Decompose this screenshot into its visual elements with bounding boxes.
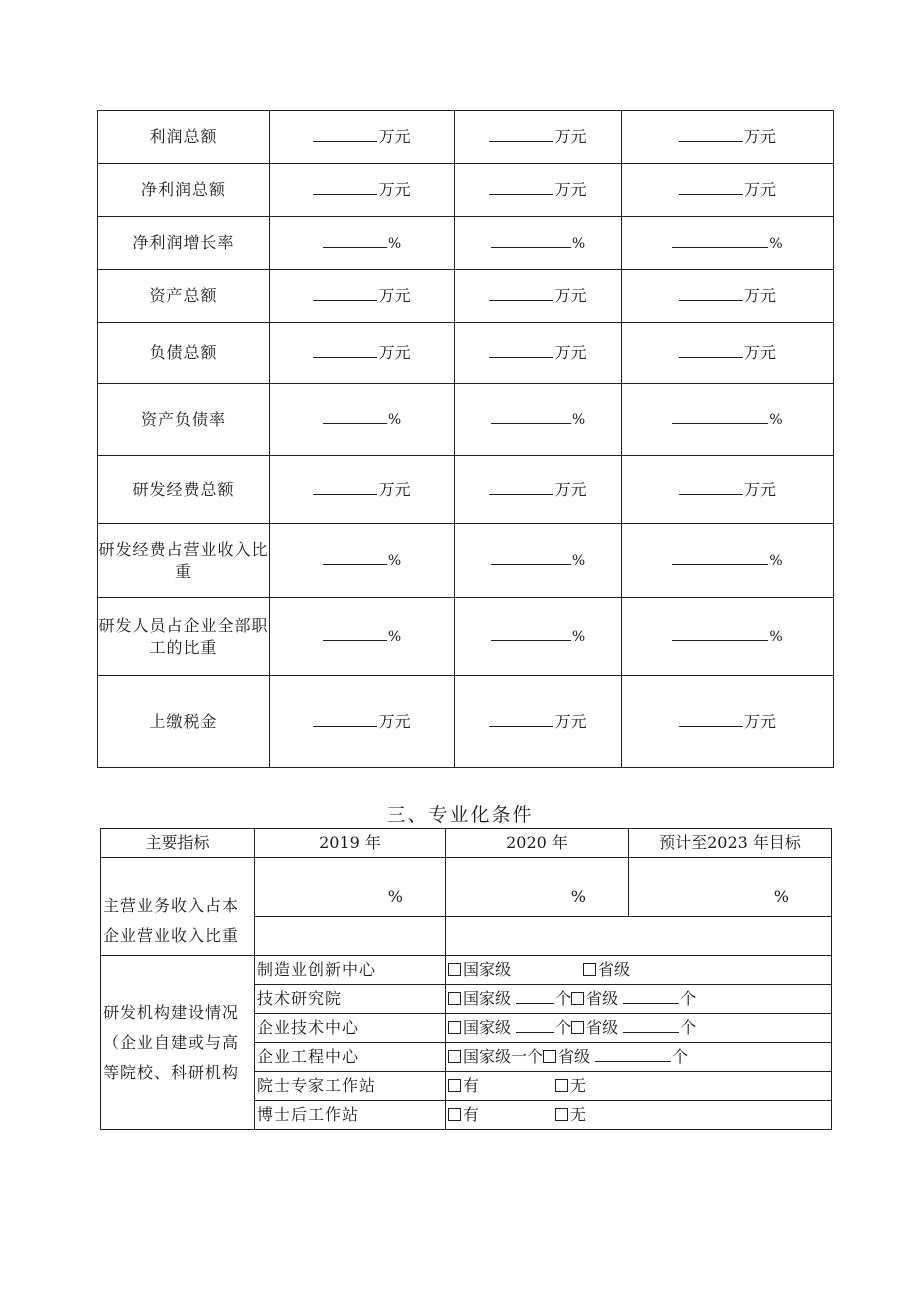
main-business-2019-blank[interactable] xyxy=(255,917,446,956)
unit-label: 万元 xyxy=(554,479,587,499)
value-blank[interactable] xyxy=(489,286,553,301)
value-blank[interactable] xyxy=(491,233,571,248)
finance-value-cell xyxy=(455,270,622,323)
finance-row xyxy=(98,164,834,217)
count-blank[interactable] xyxy=(516,1018,554,1033)
checkbox[interactable] xyxy=(448,1079,461,1092)
value-blank[interactable] xyxy=(323,626,387,641)
finance-value-cell xyxy=(270,676,455,768)
finance-value-cell xyxy=(455,323,622,384)
value-blank[interactable] xyxy=(489,180,553,195)
finance-value-cell xyxy=(270,270,455,323)
unit-label: 万元 xyxy=(378,286,411,305)
checkbox[interactable] xyxy=(543,1050,556,1063)
finance-value-cell xyxy=(455,598,622,676)
value-blank[interactable] xyxy=(313,286,377,301)
checkbox[interactable] xyxy=(448,963,461,976)
checkbox[interactable] xyxy=(583,963,596,976)
value-blank[interactable] xyxy=(679,127,743,142)
value-blank[interactable] xyxy=(313,127,377,142)
value-blank[interactable] xyxy=(323,550,387,565)
finance-row-label: 资产负债率 xyxy=(98,384,270,456)
value-blank[interactable] xyxy=(313,343,377,358)
unit-label: 万元 xyxy=(378,127,411,146)
unit-label: 万元 xyxy=(743,286,776,305)
unit-label: % xyxy=(387,412,402,428)
rd-row-name: 技术研究院 xyxy=(255,985,446,1014)
specialization-table xyxy=(100,828,832,1130)
finance-row-label: 净利润增长率 xyxy=(98,217,270,270)
finance-value-cell xyxy=(622,111,834,164)
unit-label: 万元 xyxy=(554,180,587,199)
header-indicator: 主要指标 xyxy=(101,829,255,858)
unit-label: % xyxy=(387,235,402,252)
finance-row xyxy=(98,676,834,768)
value-blank[interactable] xyxy=(313,712,377,727)
rd-row-options: 国家级 省级 xyxy=(446,956,832,985)
finance-value-cell xyxy=(270,111,455,164)
rd-row-options: 国家级 个 省级 个 xyxy=(446,985,832,1014)
finance-value-cell xyxy=(622,598,834,676)
finance-value-cell xyxy=(270,384,455,456)
finance-value-cell xyxy=(270,456,455,524)
finance-row xyxy=(98,456,834,524)
checkbox[interactable] xyxy=(448,1021,461,1034)
finance-row xyxy=(98,111,834,164)
finance-row xyxy=(98,598,834,676)
value-blank[interactable] xyxy=(323,233,387,248)
rd-row-name: 制造业创新中心 xyxy=(255,956,446,985)
unit-label: 万元 xyxy=(554,711,587,731)
unit-label: 万元 xyxy=(743,343,776,362)
rd-org-label: 研发机构建设情况（企业自建或与高等院校、科研机构 xyxy=(101,956,255,1130)
value-blank[interactable] xyxy=(313,180,377,195)
finance-row-label: 净利润总额 xyxy=(98,164,270,217)
finance-value-cell xyxy=(455,217,622,270)
value-blank[interactable] xyxy=(679,343,743,358)
finance-table xyxy=(97,110,834,768)
value-blank[interactable] xyxy=(313,480,377,495)
unit-label: 万元 xyxy=(554,127,587,146)
count-blank[interactable] xyxy=(595,1047,671,1062)
value-blank[interactable] xyxy=(323,409,387,424)
main-business-2020[interactable]: % xyxy=(446,858,629,917)
finance-value-cell xyxy=(455,164,622,217)
finance-value-cell xyxy=(622,524,834,598)
unit-label: 万元 xyxy=(378,479,411,499)
finance-value-cell xyxy=(270,217,455,270)
unit-label: % xyxy=(387,629,402,645)
finance-row xyxy=(98,270,834,323)
value-blank[interactable] xyxy=(672,550,768,565)
unit-label: 万元 xyxy=(378,711,411,731)
value-blank[interactable] xyxy=(491,550,571,565)
rd-row-options: 有 无 xyxy=(446,1072,832,1101)
main-business-2023[interactable]: % xyxy=(629,858,832,917)
unit-label: % xyxy=(769,629,783,645)
finance-value-cell xyxy=(270,164,455,217)
finance-row xyxy=(98,384,834,456)
finance-value-cell xyxy=(622,217,834,270)
finance-row-label: 上缴税金 xyxy=(98,676,270,768)
finance-value-cell xyxy=(455,676,622,768)
rd-row-name: 院士专家工作站 xyxy=(255,1072,446,1101)
unit-label: % xyxy=(571,553,586,569)
rd-row-options: 有 无 xyxy=(446,1101,832,1130)
header-2020: 2020 年 xyxy=(446,829,629,858)
finance-value-cell xyxy=(622,676,834,768)
finance-row xyxy=(98,217,834,270)
finance-row-label: 研发人员占企业全部职工的比重 xyxy=(98,598,270,676)
rd-row-name: 博士后工作站 xyxy=(255,1101,446,1130)
checkbox[interactable] xyxy=(571,1021,584,1034)
value-blank[interactable] xyxy=(489,480,553,495)
finance-value-cell xyxy=(270,323,455,384)
unit-label: 万元 xyxy=(743,180,776,199)
value-blank[interactable] xyxy=(489,127,553,142)
finance-row xyxy=(98,323,834,384)
finance-row-label: 研发经费占营业收入比重 xyxy=(98,524,270,598)
finance-row-label: 研发经费总额 xyxy=(98,456,270,524)
unit-label: % xyxy=(571,629,586,645)
value-blank[interactable] xyxy=(672,626,768,641)
unit-label: 万元 xyxy=(743,127,776,146)
unit-label: % xyxy=(769,412,783,428)
finance-row xyxy=(98,524,834,598)
rd-row-name: 企业工程中心 xyxy=(255,1043,446,1072)
section-title: 三、专业化条件 xyxy=(386,804,534,826)
rd-row-name: 企业技术中心 xyxy=(255,1014,446,1043)
header-2023: 预计至2023 年目标 xyxy=(629,829,832,858)
value-blank[interactable] xyxy=(491,626,571,641)
value-blank[interactable] xyxy=(679,286,743,301)
checkbox[interactable] xyxy=(448,992,461,1005)
finance-value-cell xyxy=(622,384,834,456)
finance-value-cell xyxy=(622,323,834,384)
value-blank[interactable] xyxy=(679,180,743,195)
rd-row-options: 国家级 个 省级 个 xyxy=(446,1014,832,1043)
unit-label: 万元 xyxy=(554,343,587,362)
finance-row-label: 负债总额 xyxy=(98,323,270,384)
finance-value-cell xyxy=(270,524,455,598)
main-business-label: 主营业务收入占本企业营业收入比重 xyxy=(101,858,255,956)
unit-label: 万元 xyxy=(743,479,776,499)
value-blank[interactable] xyxy=(672,233,768,248)
finance-value-cell xyxy=(455,111,622,164)
unit-label: % xyxy=(769,553,783,569)
unit-label: 万元 xyxy=(378,180,411,199)
rd-row-options: 国家级一个 省级 个 xyxy=(446,1043,832,1072)
finance-value-cell xyxy=(270,598,455,676)
finance-row-label: 利润总额 xyxy=(98,111,270,164)
checkbox[interactable] xyxy=(571,992,584,1005)
checkbox[interactable] xyxy=(555,1079,568,1092)
finance-row-label: 资产总额 xyxy=(98,270,270,323)
checkbox[interactable] xyxy=(448,1108,461,1121)
checkbox[interactable] xyxy=(448,1050,461,1063)
value-blank[interactable] xyxy=(489,712,553,727)
value-blank[interactable] xyxy=(491,409,571,424)
finance-value-cell xyxy=(455,524,622,598)
value-blank[interactable] xyxy=(679,712,743,727)
count-blank[interactable] xyxy=(516,989,554,1004)
finance-value-cell xyxy=(455,384,622,456)
count-blank[interactable] xyxy=(623,989,679,1004)
unit-label: % xyxy=(571,235,586,252)
finance-value-cell xyxy=(455,456,622,524)
value-blank[interactable] xyxy=(679,480,743,495)
count-blank[interactable] xyxy=(623,1018,679,1033)
value-blank[interactable] xyxy=(489,343,553,358)
checkbox[interactable] xyxy=(555,1108,568,1121)
main-business-2019[interactable]: % xyxy=(255,858,446,917)
unit-label: % xyxy=(769,235,783,252)
finance-value-cell xyxy=(622,164,834,217)
unit-label: 万元 xyxy=(743,711,776,731)
finance-value-cell xyxy=(622,456,834,524)
finance-value-cell xyxy=(622,270,834,323)
value-blank[interactable] xyxy=(672,409,768,424)
main-business-2020-blank[interactable] xyxy=(446,917,832,956)
unit-label: 万元 xyxy=(554,286,587,305)
unit-label: % xyxy=(571,412,586,428)
unit-label: % xyxy=(387,553,402,569)
unit-label: 万元 xyxy=(378,343,411,362)
header-2019: 2019 年 xyxy=(255,829,446,858)
